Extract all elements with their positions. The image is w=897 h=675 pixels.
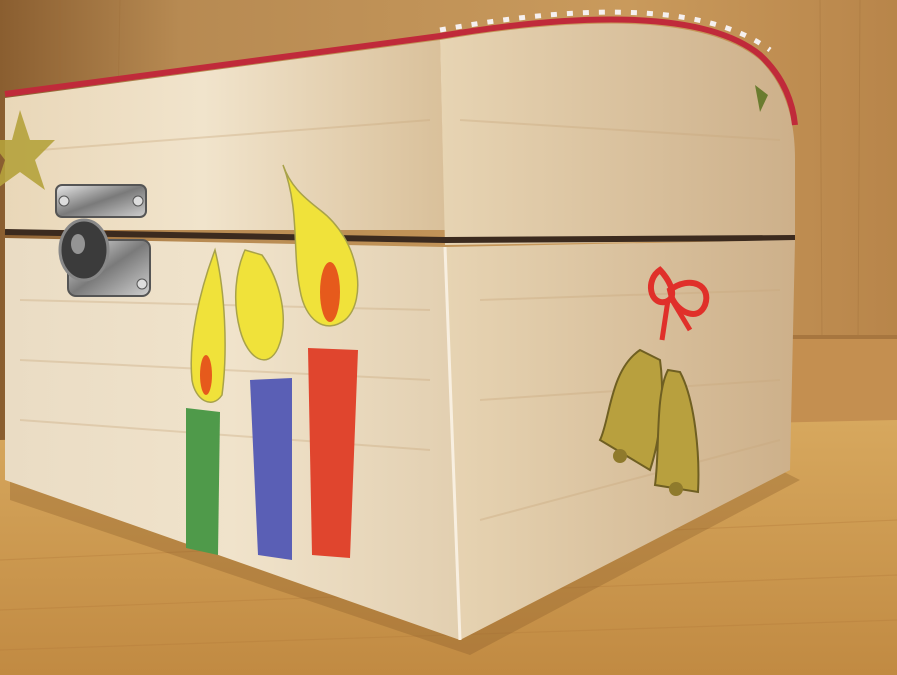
metal-clasp[interactable] <box>56 185 150 296</box>
lid-side <box>440 24 795 245</box>
